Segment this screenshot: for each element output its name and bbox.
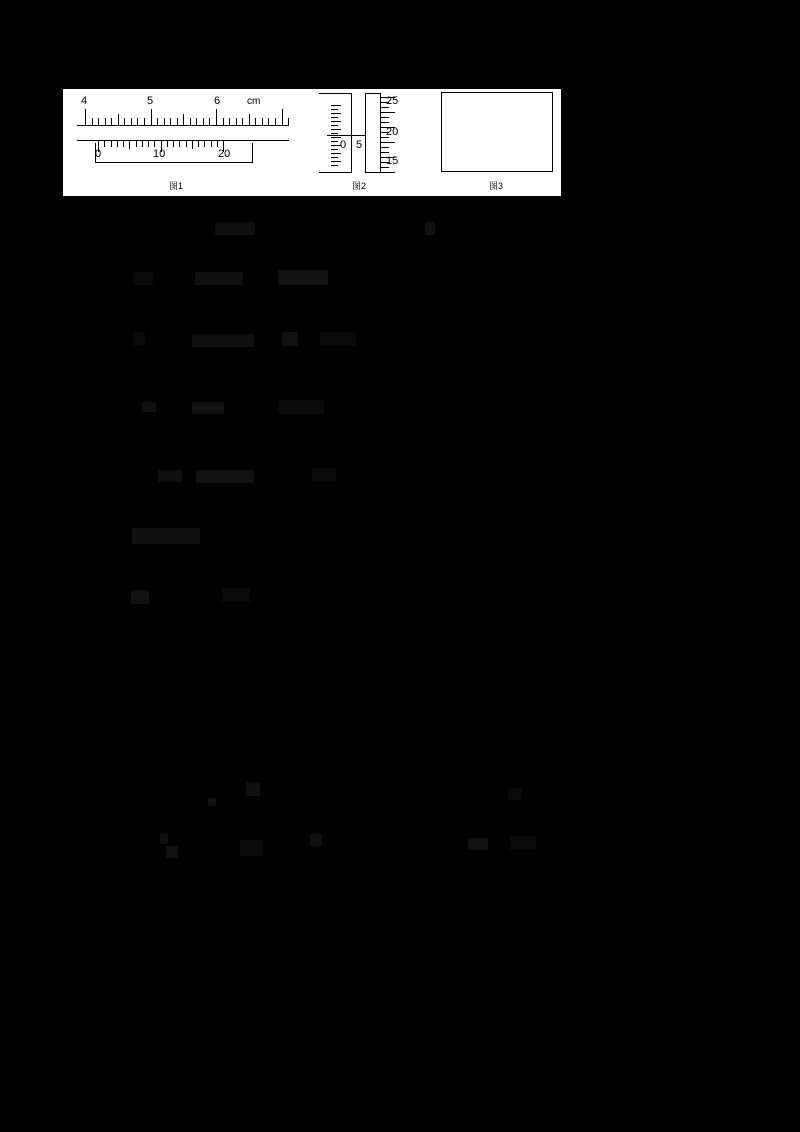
vernier-scale-tick <box>123 141 124 147</box>
micrometer-drum <box>365 93 381 173</box>
illegible-text-fragment <box>246 782 260 796</box>
main-scale-tick <box>236 118 237 125</box>
illegible-text-fragment <box>282 332 298 346</box>
illegible-text-fragment <box>320 332 356 346</box>
micrometer-drum-tick <box>381 172 395 173</box>
micrometer-drum-label-20: 20 <box>386 126 399 138</box>
vernier-scale-tick <box>173 141 174 147</box>
vernier-label-0: 0 <box>95 148 102 160</box>
main-scale-tick <box>275 118 276 125</box>
micrometer-sleeve-tick <box>331 117 338 118</box>
micrometer-drum-label-15: 15 <box>386 155 399 167</box>
main-scale-tick <box>131 118 132 125</box>
main-scale-unit-label: cm <box>247 96 261 107</box>
main-scale-label-5: 5 <box>147 95 154 107</box>
micrometer-sleeve-tick <box>331 153 341 154</box>
vernier-scale-tick <box>148 141 149 147</box>
illegible-text-fragment <box>160 834 168 844</box>
vernier-scale-tick <box>192 141 193 149</box>
micrometer-drum-tick <box>381 152 389 153</box>
main-scale-tick <box>229 118 230 125</box>
illegible-text-fragment <box>133 272 153 285</box>
illegible-text-fragment <box>510 836 536 850</box>
micrometer-drum-tick <box>381 107 389 108</box>
vernier-scale-tick <box>142 141 143 147</box>
main-scale-tick <box>144 118 145 125</box>
main-scale-tick <box>98 118 99 125</box>
micrometer-sleeve-label-0: 0 <box>340 139 347 151</box>
figure-caption-1: 图1 <box>169 181 184 191</box>
main-scale-tick <box>268 118 269 125</box>
illegible-text-fragment <box>310 834 322 846</box>
micrometer-sleeve-tick <box>331 157 338 158</box>
micrometer-drum-label-25: 25 <box>386 95 399 107</box>
micrometer-sleeve-tick <box>331 133 338 134</box>
vernier-scale-tick <box>167 141 168 147</box>
vernier-label-20: 20 <box>218 148 231 160</box>
vernier-scale-tick <box>179 141 180 147</box>
figure-band <box>63 89 561 196</box>
main-scale-tick <box>209 118 210 125</box>
illegible-text-fragment <box>192 334 254 347</box>
micrometer-sleeve-label-5: 5 <box>356 139 363 151</box>
figure-caption-3: 图3 <box>489 181 504 191</box>
micrometer-drum-tick <box>381 147 389 148</box>
micrometer-drum-tick <box>381 122 389 123</box>
vernier-scale-tick <box>204 141 205 147</box>
vernier-scale-tick <box>198 141 199 147</box>
illegible-text-fragment <box>142 402 156 412</box>
main-scale-tick <box>223 118 224 125</box>
illegible-text-fragment <box>208 798 216 806</box>
micrometer-sleeve-tick <box>331 113 341 114</box>
vernier-scale-tick <box>217 141 218 147</box>
main-scale-lower-line <box>77 140 289 141</box>
main-scale-tick <box>183 114 184 125</box>
main-scale-tick <box>92 118 93 125</box>
micrometer-sleeve-tick <box>331 137 341 138</box>
micrometer-drum-tick <box>381 142 395 143</box>
micrometer-drum-tick <box>381 112 395 113</box>
figure-micrometer <box>318 91 410 191</box>
micrometer-sleeve-datum-line <box>327 135 367 136</box>
main-scale-label-6: 6 <box>214 95 221 107</box>
illegible-text-fragment <box>133 332 145 346</box>
micrometer-sleeve-tick <box>331 125 338 126</box>
micrometer-sleeve-tick <box>331 105 341 106</box>
figure-vernier-caliper <box>71 91 291 191</box>
illegible-text-fragment <box>158 470 182 482</box>
main-scale-tick <box>262 118 263 125</box>
main-scale-tick <box>111 118 112 125</box>
micrometer-drum-tick <box>381 117 389 118</box>
micrometer-sleeve-tick <box>331 129 341 130</box>
illegible-text-fragment <box>131 590 149 604</box>
illegible-text-fragment <box>195 272 243 285</box>
micrometer-drum-tick <box>381 167 389 168</box>
vernier-scale-tick <box>104 141 105 147</box>
illegible-text-fragment <box>196 470 254 483</box>
illegible-text-fragment <box>468 838 488 850</box>
illegible-text-fragment <box>166 846 178 858</box>
main-scale-tick <box>203 118 204 125</box>
main-scale-tick <box>190 118 191 125</box>
main-scale-tick <box>177 118 178 125</box>
main-scale-tick <box>255 118 256 125</box>
main-scale-tick <box>164 118 165 125</box>
vernier-scale-tick <box>211 141 212 147</box>
illegible-text-fragment <box>508 788 522 800</box>
micrometer-sleeve-tick <box>331 165 338 166</box>
illegible-text-fragment <box>192 402 224 414</box>
illegible-text-fragment <box>240 840 262 856</box>
micrometer-sleeve-tick <box>331 121 341 122</box>
figure-blank-box <box>441 92 553 172</box>
main-scale-baseline <box>77 125 289 126</box>
vernier-scale-tick <box>117 141 118 147</box>
main-scale-tick <box>282 109 283 125</box>
main-scale-tick <box>151 109 152 125</box>
vernier-scale-tick <box>136 141 137 147</box>
main-scale-tick <box>118 114 119 125</box>
micrometer-sleeve-tick <box>331 149 338 150</box>
main-scale-tick <box>288 118 289 125</box>
main-scale-label-4: 4 <box>81 95 88 107</box>
illegible-text-fragment <box>132 528 200 544</box>
vernier-scale-tick <box>186 141 187 147</box>
micrometer-sleeve-tick <box>331 109 338 110</box>
vernier-scale-tick <box>154 141 155 147</box>
vernier-label-10: 10 <box>153 148 166 160</box>
main-scale-tick <box>242 118 243 125</box>
illegible-text-fragment <box>222 588 250 602</box>
figure-caption-2: 图2 <box>352 181 367 191</box>
vernier-scale-tick <box>111 141 112 147</box>
main-scale-tick <box>170 118 171 125</box>
micrometer-sleeve-tick <box>331 161 341 162</box>
main-scale-tick <box>157 118 158 125</box>
main-scale-tick <box>137 118 138 125</box>
vernier-scale-tick <box>129 141 130 149</box>
illegible-text-fragment <box>278 270 328 285</box>
main-scale-tick <box>196 118 197 125</box>
illegible-text-fragment <box>278 400 324 414</box>
main-scale-tick <box>216 109 217 125</box>
main-scale-tick <box>85 109 86 125</box>
illegible-text-fragment <box>312 468 336 482</box>
illegible-text-fragment <box>425 222 435 235</box>
illegible-text-fragment <box>215 222 255 235</box>
micrometer-sleeve-tick <box>331 141 338 142</box>
main-scale-tick <box>249 114 250 125</box>
main-scale-tick <box>124 118 125 125</box>
main-scale-tick <box>105 118 106 125</box>
